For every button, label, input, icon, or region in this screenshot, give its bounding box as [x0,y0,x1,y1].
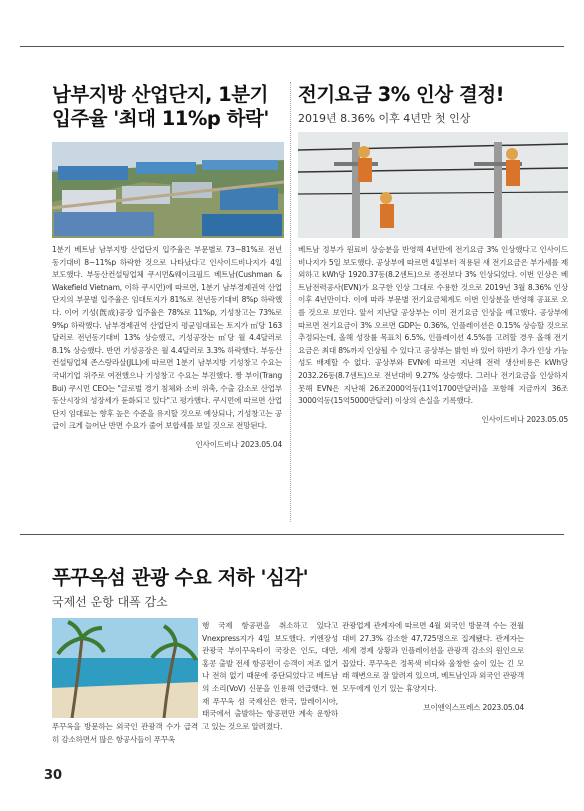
industrial-park-photo [52,142,284,238]
article3-column3-text: 관광업계 관계자에 따르면 4월 외국인 방문객 수는 전월 대비 27.3% 감소한 47,725명으로 집계됐다. 관계자는 세계 경제 상황과 인플레이션을 관광객 감소의 원인으로 꼽았다. 푸꾸옥은 정목색 비다와 울창한 숲이 있는 긴 모래 해변으로 잘 알려져 있으며, 베트남인과 외국인 관광객 모두에게 인기 있는 휴양지다. [342,621,524,693]
article3-headline: 푸꾸옥섬 관광 수요 저하 '심각' [52,566,309,589]
article1-headline-line2: 입주율 '최대 11%p 하락' [52,107,269,130]
article2-subtitle: 2019년 8.36% 이후 4년만 첫 인상 [298,112,471,125]
top-rule [20,46,564,47]
article2-body [298,244,568,426]
article1-body-text: 1분기 베트남 남부지방 산업단지 입주율은 부문별로 73~81%로 전년동기대비 8~11%p 하락한 것으로 나타났다고 인사이드비나지가 4일 보도했다. 부동산컨설팅업체 쿠시먼&웨이크필드 베트남(Cushman & Wakefield Vietnam, 이하 쿠시먼)에 따르면, 1분기 남부경제권역 산업단지의 부문별 입주율은 임대토지가 81%로 전년동기대비 8%p 하락했다. 이어 기성(旣成)공장 입주율은 78%로 11%p, 기성창고는 73%로 9%p 하락했다. 남부경제권역 산업단지 평균임대료는 토지가 ㎡당 163달러로 전년동기대비 13% 상승했고, 기성공장는 ㎡당 월 4.4달러로 8.1% 상승했다. 반면 기성공장은 월 4.4달러로 3.3% 하락했다. 부동산컨설팅업체 존스랑라살(JLL)에 따르면 1분기 남부지방 기성창고 수요는 국내기업 위주로 여전했으나 기성창고 수요는 부진했다. 짱 부이(Trang Bui) 쿠시먼 CEO는 "글로벌 경기 침체와 소비 위축, 수출 감소로 산업부동산시장의 성장세가 둔화되고 있다"고 평가했다. 쿠시먼에 따르면 산업단지 임대료는 향후 높은 수준을 유지할 것으로 예상되나, 기성창고는 공급이 크게 늘어난 반면 수요가 줄어 보합세를 보일 것으로 전망된다. [52,245,282,431]
phu-quoc-beach-photo [52,618,198,718]
article3-column3 [342,620,524,714]
article1-headline-line1: 남부지방 산업단지, 1분기 [52,83,268,106]
article3-subtitle: 국제선 운항 대폭 감소 [52,595,168,609]
article3-credit: 브이엔익스프레스 2023.05.04 [423,702,524,712]
article3-column2: 행 국제 항공편을 취소하고 있다고 Vnexpress지가 4일 보도했다. 키엔장성 관광국 부이꾸옥타이 국장은 인도, 대만, 홍콩 출발 전세 항공편이 승객이 저조 없거나 전혀 없기 때문에 중단되었다고 베트남의 소리(VoV) 신문을 인용해 언급했다. 현재 푸꾸옥 섬 국제선은 한국, 말레이시아, 태국에서 출발하는 항공편만 계속 운항하고 있는 것으로 알려졌다. [202,621,338,731]
article2-headline: 전기요금 3% 인상 결정! [298,83,505,106]
article1-credit: 인사이드비나 2023.05.04 [195,439,282,449]
article3-column1: 푸꾸옥을 방문하는 외국인 관광객 수가 급격히 감소하면서 많은 항공사들이 푸꾸옥 [52,722,198,744]
page-number: 30 [44,768,63,783]
article2-body-text: 베트남 정부가 원료비 상승분을 반영해 4년만에 전기요금 3% 인상했다고 인사이드비나지가 5일 보도했다. 공상부에 따르면 4일부터 적용된 새 전기요금은 부가세를 제외하고 kWh당 1920.37동(8.2센트)으로 종전보다 3% 인상되었다. 이번 인상은 베트남전력공사(EVN)가 요구한 인상 그대로 수용한 것으로 2019년 3월 8.36% 인상 이후 4년만이다. 이에 따라 부문별 전기요금체계도 이번 인상분을 반영해 공표로 오를 것으로 보인다. 앞서 지난달 공상부는 이미 전기요금 인상을 예고했다. 공상부에 따르면 전기요금이 3% 오르면 GDP는 0.36%, 인플레이션은 0.15% 상승할 것으로 추정되는데, 올해 성장률 목표치 6.5%, 인플레이션 4.5%를 고려할 경우 올해 전기요금은 최대 8%까지 인상될 수 있다고 공상부는 밝힌 바 있어 하반기 추가 인상 가능성도 배제할 수 없다. 공상부와 EVN에 따르면 지난해 전력 생산비용은 kWh당 2032.26동(8.7센트)으로 전년대비 9.27% 상승했다. 그러나 전기요금을 인상하지 못해 EVN은 지난해 26조2000억동(11억1700만달러)을 포함해 지금까지 36조3000억동(15억5000만달러) 이상의 손실을 기록했다. [298,245,568,406]
power-line-workers-photo [298,132,568,238]
article1-headline [52,83,282,131]
column-divider [290,82,291,522]
article1-body [52,244,282,452]
article2-credit: 인사이드비나 2023.05.05 [481,414,568,424]
mid-rule [20,534,564,535]
